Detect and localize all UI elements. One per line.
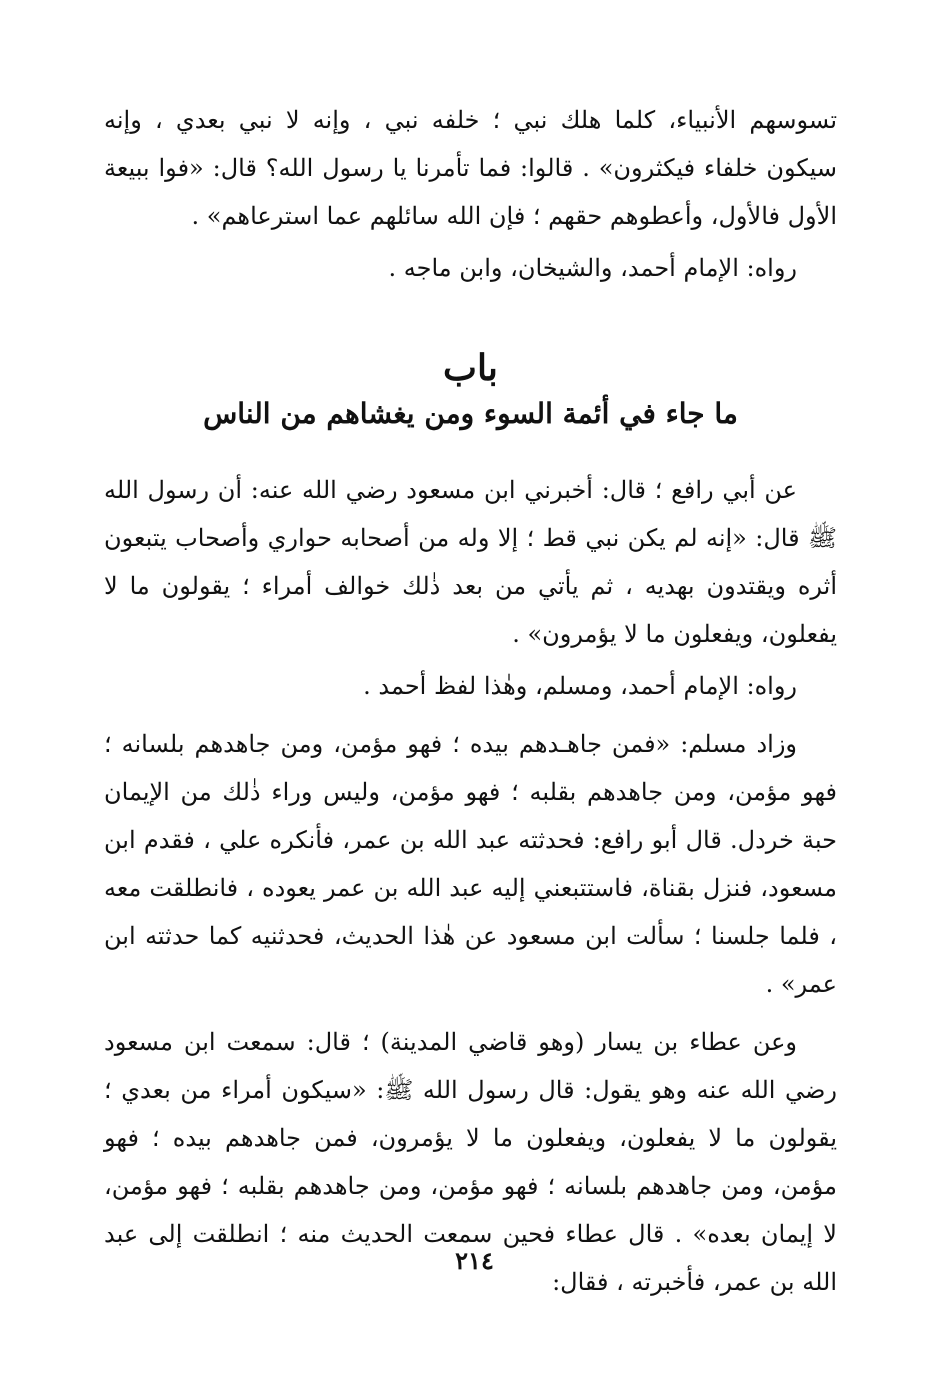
paragraph-muslim-addition: وزاد مسلم: «فمن جاهـدهم بيده ؛ فهو مؤمن، ومن جاهدهم بلسانه ؛ فهو مؤمن، ومن جاهدهم بقلبه ؛ فهو مؤمن، وليس وراء ذٰلك من الإيمان حبة خردل. قال أبو رافع: فحدثته عبد الله بن عمر، فأنكره علي ، فقدم ابن مسعود، فنزل بقناة، فاستتبعني إليه عبد الله بن عمر يعوده ، فانطلقت معه ، فلما جلسنا ؛ سألت ابن مسعود عن هٰذا الحديث، فحدثنيه كما حدثته ابن عمر» . bbox=[104, 730, 837, 998]
paragraph-abu-rafi: عن أبي رافع ؛ قال: أخبرني ابن مسعود رضي الله عنه: أن رسول الله ﷺ قال: «إنه لم يكن نبي قط ؛ إلا وله من أصحابه حواري وأصحاب يتبعون أثره ويقتدون بهديه ، ثم يأتي من بعد ذٰلك خوالف أمراء ؛ يقولون ما لا يفعلون، ويفعلون ما لا يؤمرون» . bbox=[104, 476, 837, 648]
chapter-label: باب bbox=[443, 347, 498, 389]
paragraph-opening: تسوسهم الأنبياء، كلما هلك نبي ؛ خلفه نبي ، وإنه لا نبي بعدي ، وإنه سيكون خلفاء فيكثرون» . قالوا: فما تأمرنا يا رسول الله؟ قال: «فوا ببيعة الأول فالأول، وأعطوهم حقهم ؛ فإن الله سائلهم عما استرعاهم» . bbox=[104, 106, 837, 230]
chapter-title: ما جاء في أئمة السوء ومن يغشاهم من الناس bbox=[203, 397, 738, 430]
hadith-attribution: رواه: الإمام أحمد، ومسلم، وهٰذا لفظ أحمد . bbox=[363, 672, 797, 700]
paragraph-ata-ibn-yasar: وعن عطاء بن يسار (وهو قاضي المدينة) ؛ قال: سمعت ابن مسعود رضي الله عنه وهو يقول: قال رسول الله ﷺ: «سيكون أمراء من بعدي ؛ يقولون ما لا يفعلون، ويفعلون ما لا يؤمرون، فمن جاهدهم بيده ؛ فهو مؤمن، ومن جاهدهم بلسانه ؛ فهو مؤمن، ومن جاهدهم بقلبه ؛ فهو مؤمن، لا إيمان بعده» . قال عطاء فحين سمعت الحديث منه ؛ انطلقت إلى عبد الله بن عمر، فأخبرته ، فقال: bbox=[104, 1028, 837, 1296]
page-number: ٢١٤ bbox=[455, 1246, 494, 1275]
hadith-attribution: رواه: الإمام أحمد، والشيخان، وابن ماجه . bbox=[388, 254, 797, 282]
